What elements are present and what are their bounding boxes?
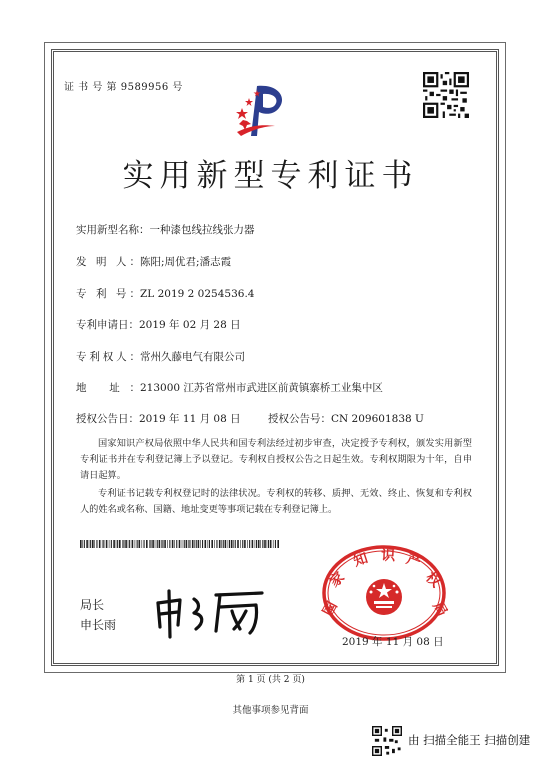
paragraph-grant-statement: 国家知识产权局依照中华人民共和国专利法经过初步审查，决定授予专利权，颁发实用新型专利证书并在专利登记簿上予以登记。专利权自授权公告之日起生效。专利权期限为十年，自申请日起算。 xyxy=(80,438,472,481)
page-number: 第 1 页 (共 2 页) xyxy=(236,675,305,685)
svg-text:权: 权 xyxy=(422,569,444,591)
field-patentee-value: 常州久藤电气有限公司 xyxy=(140,351,245,363)
field-filing-date-value: 2019 年 02 月 28 日 xyxy=(139,319,241,331)
svg-text:识: 识 xyxy=(380,547,396,565)
official-seal xyxy=(318,545,450,645)
field-filing-date xyxy=(76,317,241,332)
field-address-value: 213000 江苏省常州市武进区前黄镇寨桥工业集中区 xyxy=(140,382,383,394)
svg-text:局: 局 xyxy=(429,599,450,620)
cnipa-logo-icon xyxy=(235,80,295,140)
field-name-value: 一种漆包线拉线张力器 xyxy=(149,224,255,236)
svg-text:知: 知 xyxy=(351,550,370,570)
svg-text:国: 国 xyxy=(320,599,341,620)
seal-date: 2019 年 11 月 08 日 xyxy=(342,636,444,648)
field-address xyxy=(76,380,383,395)
paragraph-legal-status: 专利证书记载专利权登记时的法律状况。专利权的转移、质押、无效、终止、恢复和专利权人的姓名或名称、国籍、地址变更等事项记载在专利登记簿上。 xyxy=(80,488,472,515)
scanner-watermark-text: 由 扫描全能王 扫描创建 xyxy=(408,733,531,747)
svg-text:家: 家 xyxy=(326,569,348,591)
field-grant-date-value: 2019 年 11 月 08 日 xyxy=(139,413,241,425)
field-name-label: 实用新型名称： xyxy=(76,224,150,236)
field-patentee xyxy=(76,349,245,364)
svg-text:产: 产 xyxy=(404,551,423,572)
scanner-qr-icon xyxy=(372,726,402,756)
certificate-title: 实用新型专利证书 xyxy=(122,158,419,194)
signature-title: 局长 xyxy=(80,598,105,612)
field-patent-no xyxy=(76,286,254,301)
field-inventor xyxy=(76,254,231,269)
barcode-icon xyxy=(80,540,280,548)
back-note: 其他事项参见背面 xyxy=(232,705,309,716)
handwritten-signature xyxy=(150,585,270,640)
field-grant-no-label: 授权公告号： xyxy=(268,413,331,425)
field-inventor-value: 陈阳;周优君;潘志霞 xyxy=(140,256,232,268)
field-address-label: 地 址： xyxy=(76,382,140,394)
field-grant-date-label: 授权公告日： xyxy=(76,413,139,425)
field-patent-no-value: ZL 2019 2 0254536.4 xyxy=(140,288,255,300)
field-patent-no-label: 专 利 号： xyxy=(76,288,140,300)
field-inventor-label: 发 明 人： xyxy=(76,256,140,268)
signature-name: 申长雨 xyxy=(80,618,117,632)
field-filing-date-label: 专利申请日： xyxy=(76,319,139,331)
field-name xyxy=(76,222,255,237)
field-grant-no-value: CN 209601838 U xyxy=(331,413,424,425)
qr-code-icon xyxy=(423,72,469,118)
field-patentee-label: 专利权人： xyxy=(76,351,140,363)
certificate-number: 证 书 号 第 9589956 号 xyxy=(64,82,183,93)
field-grant-date xyxy=(76,411,241,426)
field-grant-no xyxy=(268,411,424,426)
